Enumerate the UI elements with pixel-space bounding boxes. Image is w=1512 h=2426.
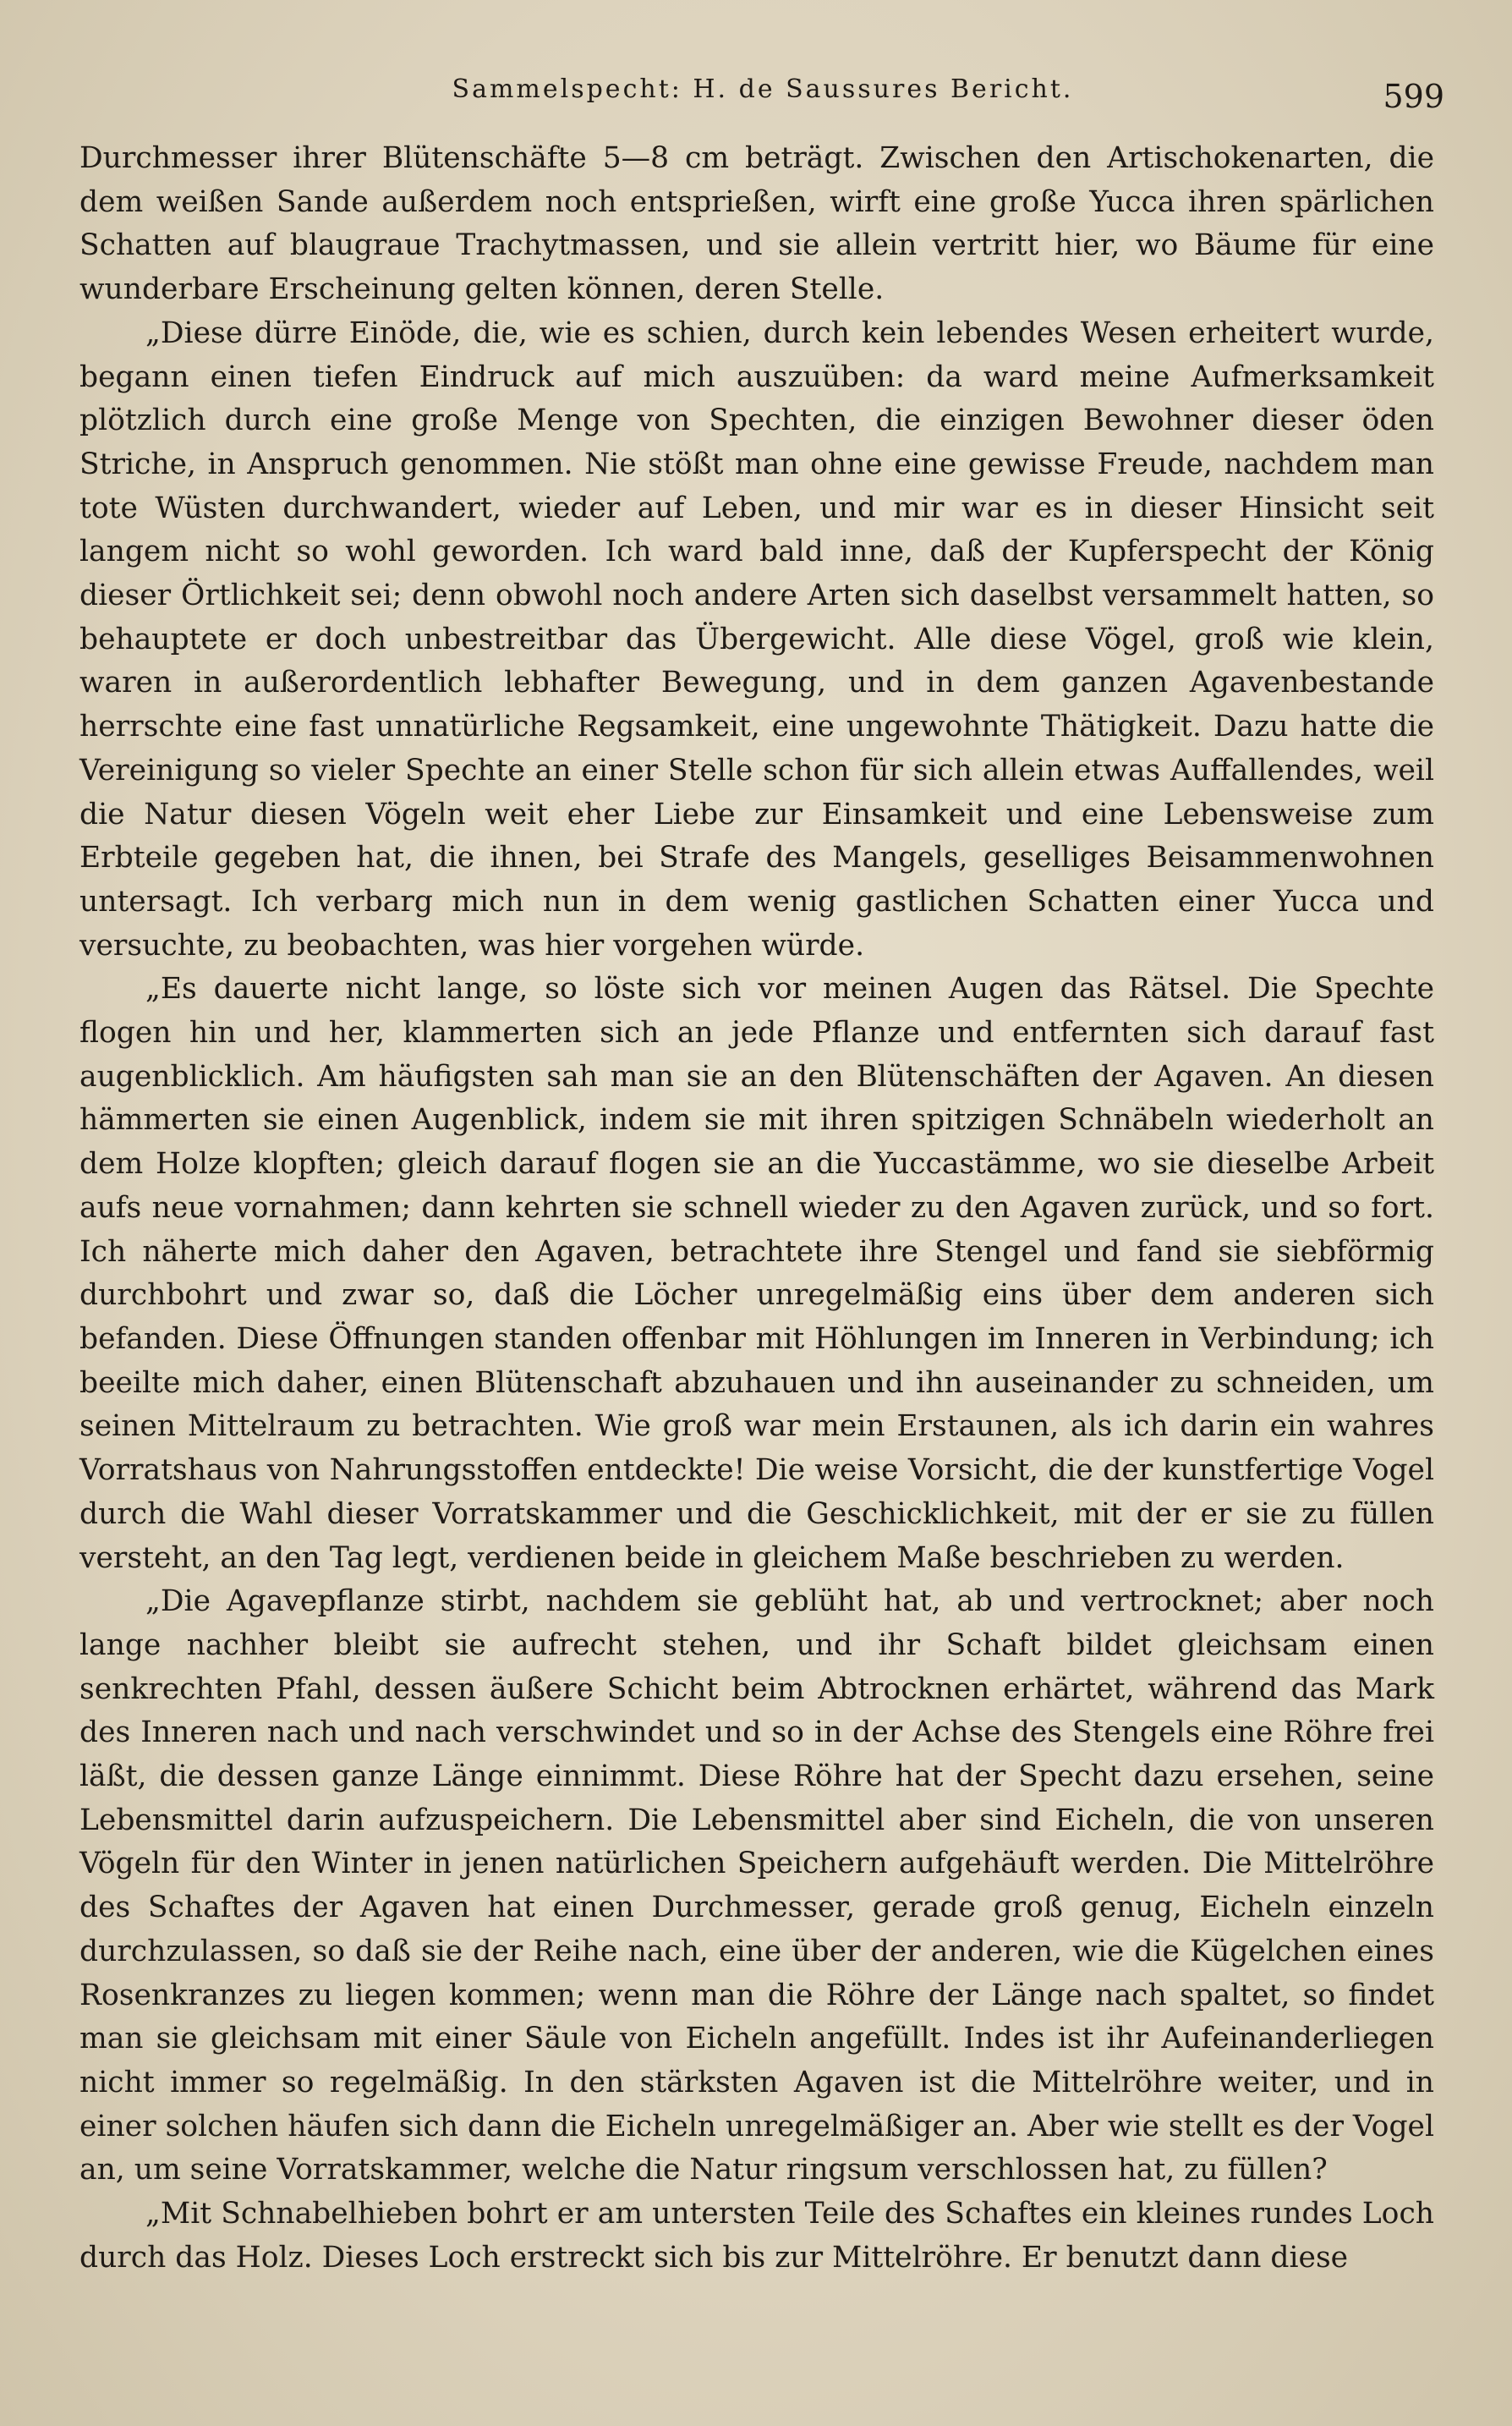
body-text (79, 137, 1434, 2280)
paragraph-1: Durchmesser ihrer Blütenschäfte 5—8 cm beträgt. Zwischen den Artischokenarten, die dem weißen Sande außerdem noch entsprießen, wirft eine große Yucca ihren spärlichen Schatten auf blaugraue Trachytmassen, und sie allein vertritt hier, wo Bäume für eine wunderbare Erscheinung gelten können, deren Stelle. (79, 141, 1434, 307)
running-head: Sammelspecht: H. de Saussures Bericht. (452, 74, 1074, 104)
paragraph-5: „Mit Schnabelhieben bohrt er am untersten Teile des Schaftes ein kleines rundes Loch durch das Holz. Dieses Loch erstreckt sich bis zur Mittelröhre. Er benutzt dann diese (79, 2197, 1434, 2275)
paragraph-2: „Diese dürre Einöde, die, wie es schien, durch kein lebendes Wesen erheitert wurde, begann einen tiefen Eindruck auf mich auszuüben: da ward meine Aufmerksamkeit plötzlich durch eine große Menge von Spechten, die einzigen Bewohner dieser öden Striche, in Anspruch genommen. Nie stößt man ohne eine gewisse Freude, nachdem man tote Wüsten durchwandert, wieder auf Leben, und mir war es in dieser Hinsicht seit langem nicht so wohl geworden. Ich ward bald inne, daß der Kupferspecht der König dieser Örtlichkeit sei; denn obwohl noch andere Arten sich daselbst versammelt hatten, so behauptete er doch unbestreitbar das Übergewicht. Alle diese Vögel, groß wie klein, waren in außerordentlich lebhafter Bewegung, und in dem ganzen Agavenbestande herrschte eine fast unnatürliche Regsamkeit, eine ungewohnte Thätigkeit. Dazu hatte die Vereinigung so vieler Spechte an einer Stelle schon für sich allein etwas Auffallendes, weil die Natur diesen Vögeln weit eher Liebe zur Einsamkeit und eine Lebensweise zum Erbteile gegeben hat, die ihnen, bei Strafe des Mangels, geselliges Beisammenwohnen untersagt. Ich verbarg mich nun in dem wenig gastlichen Schatten einer Yucca und versuchte, zu beobachten, was hier vorgehen würde. (79, 316, 1434, 963)
paragraph-3: „Es dauerte nicht lange, so löste sich vor meinen Augen das Rätsel. Die Spechte flogen hin und her, klammerten sich an jede Pflanze und entfernten sich darauf fast augenblicklich. Am häufigsten sah man sie an den Blütenschäften der Agaven. An diesen hämmerten sie einen Augenblick, indem sie mit ihren spitzigen Schnäbeln wiederholt an dem Holze klopften; gleich darauf flogen sie an die Yuccastämme, wo sie dieselbe Arbeit aufs neue vornahmen; dann kehrten sie schnell wieder zu den Agaven zurück, und so fort. Ich näherte mich daher den Agaven, betrachtete ihre Stengel und fand sie siebförmig durchbohrt und zwar so, daß die Löcher unregelmäßig eins über dem anderen sich befanden. Diese Öffnungen standen offenbar mit Höhlungen im Inneren in Verbindung; ich beeilte mich daher, einen Blütenschaft abzuhauen und ihn auseinander zu schneiden, um seinen Mittelraum zu betrachten. Wie groß war mein Erstaunen, als ich darin ein wahres Vorratshaus von Nahrungsstoffen entdeckte! Die weise Vorsicht, die der kunstfertige Vogel durch die Wahl dieser Vorratskammer und die Geschicklichkeit, mit der er sie zu füllen versteht, an den Tag legt, verdienen beide in gleichem Maße beschrieben zu werden. (79, 972, 1434, 1575)
page-header (81, 68, 1444, 122)
paragraph-4: „Die Agavepflanze stirbt, nachdem sie geblüht hat, ab und vertrocknet; aber noch lange nachher bleibt sie aufrecht stehen, und ihr Schaft bildet gleichsam einen senkrechten Pfahl, dessen äußere Schicht beim Abtrocknen erhärtet, während das Mark des Inneren nach und nach verschwindet und so in der Achse des Stengels eine Röhre frei läßt, die dessen ganze Länge einnimmt. Diese Röhre hat der Specht dazu ersehen, seine Lebensmittel darin aufzuspeichern. Die Lebensmittel aber sind Eicheln, die von unseren Vögeln für den Winter in jenen natürlichen Speichern aufgehäuft werden. Die Mittelröhre des Schaftes der Agaven hat einen Durchmesser, gerade groß genug, Eicheln einzeln durchzulassen, so daß sie der Reihe nach, eine über der anderen, wie die Kügelchen eines Rosenkranzes zu liegen kommen; wenn man die Röhre der Länge nach spaltet, so findet man sie gleichsam mit einer Säule von Eicheln angefüllt. Indes ist ihr Aufeinanderliegen nicht immer so regelmäßig. In den stärksten Agaven ist die Mittelröhre weiter, und in einer solchen häufen sich dann die Eicheln unregelmäßiger an. Aber wie stellt es der Vogel an, um seine Vorratskammer, welche die Natur ringsum verschlossen hat, zu füllen? (79, 1584, 1434, 2187)
page-number: 599 (1383, 78, 1444, 115)
